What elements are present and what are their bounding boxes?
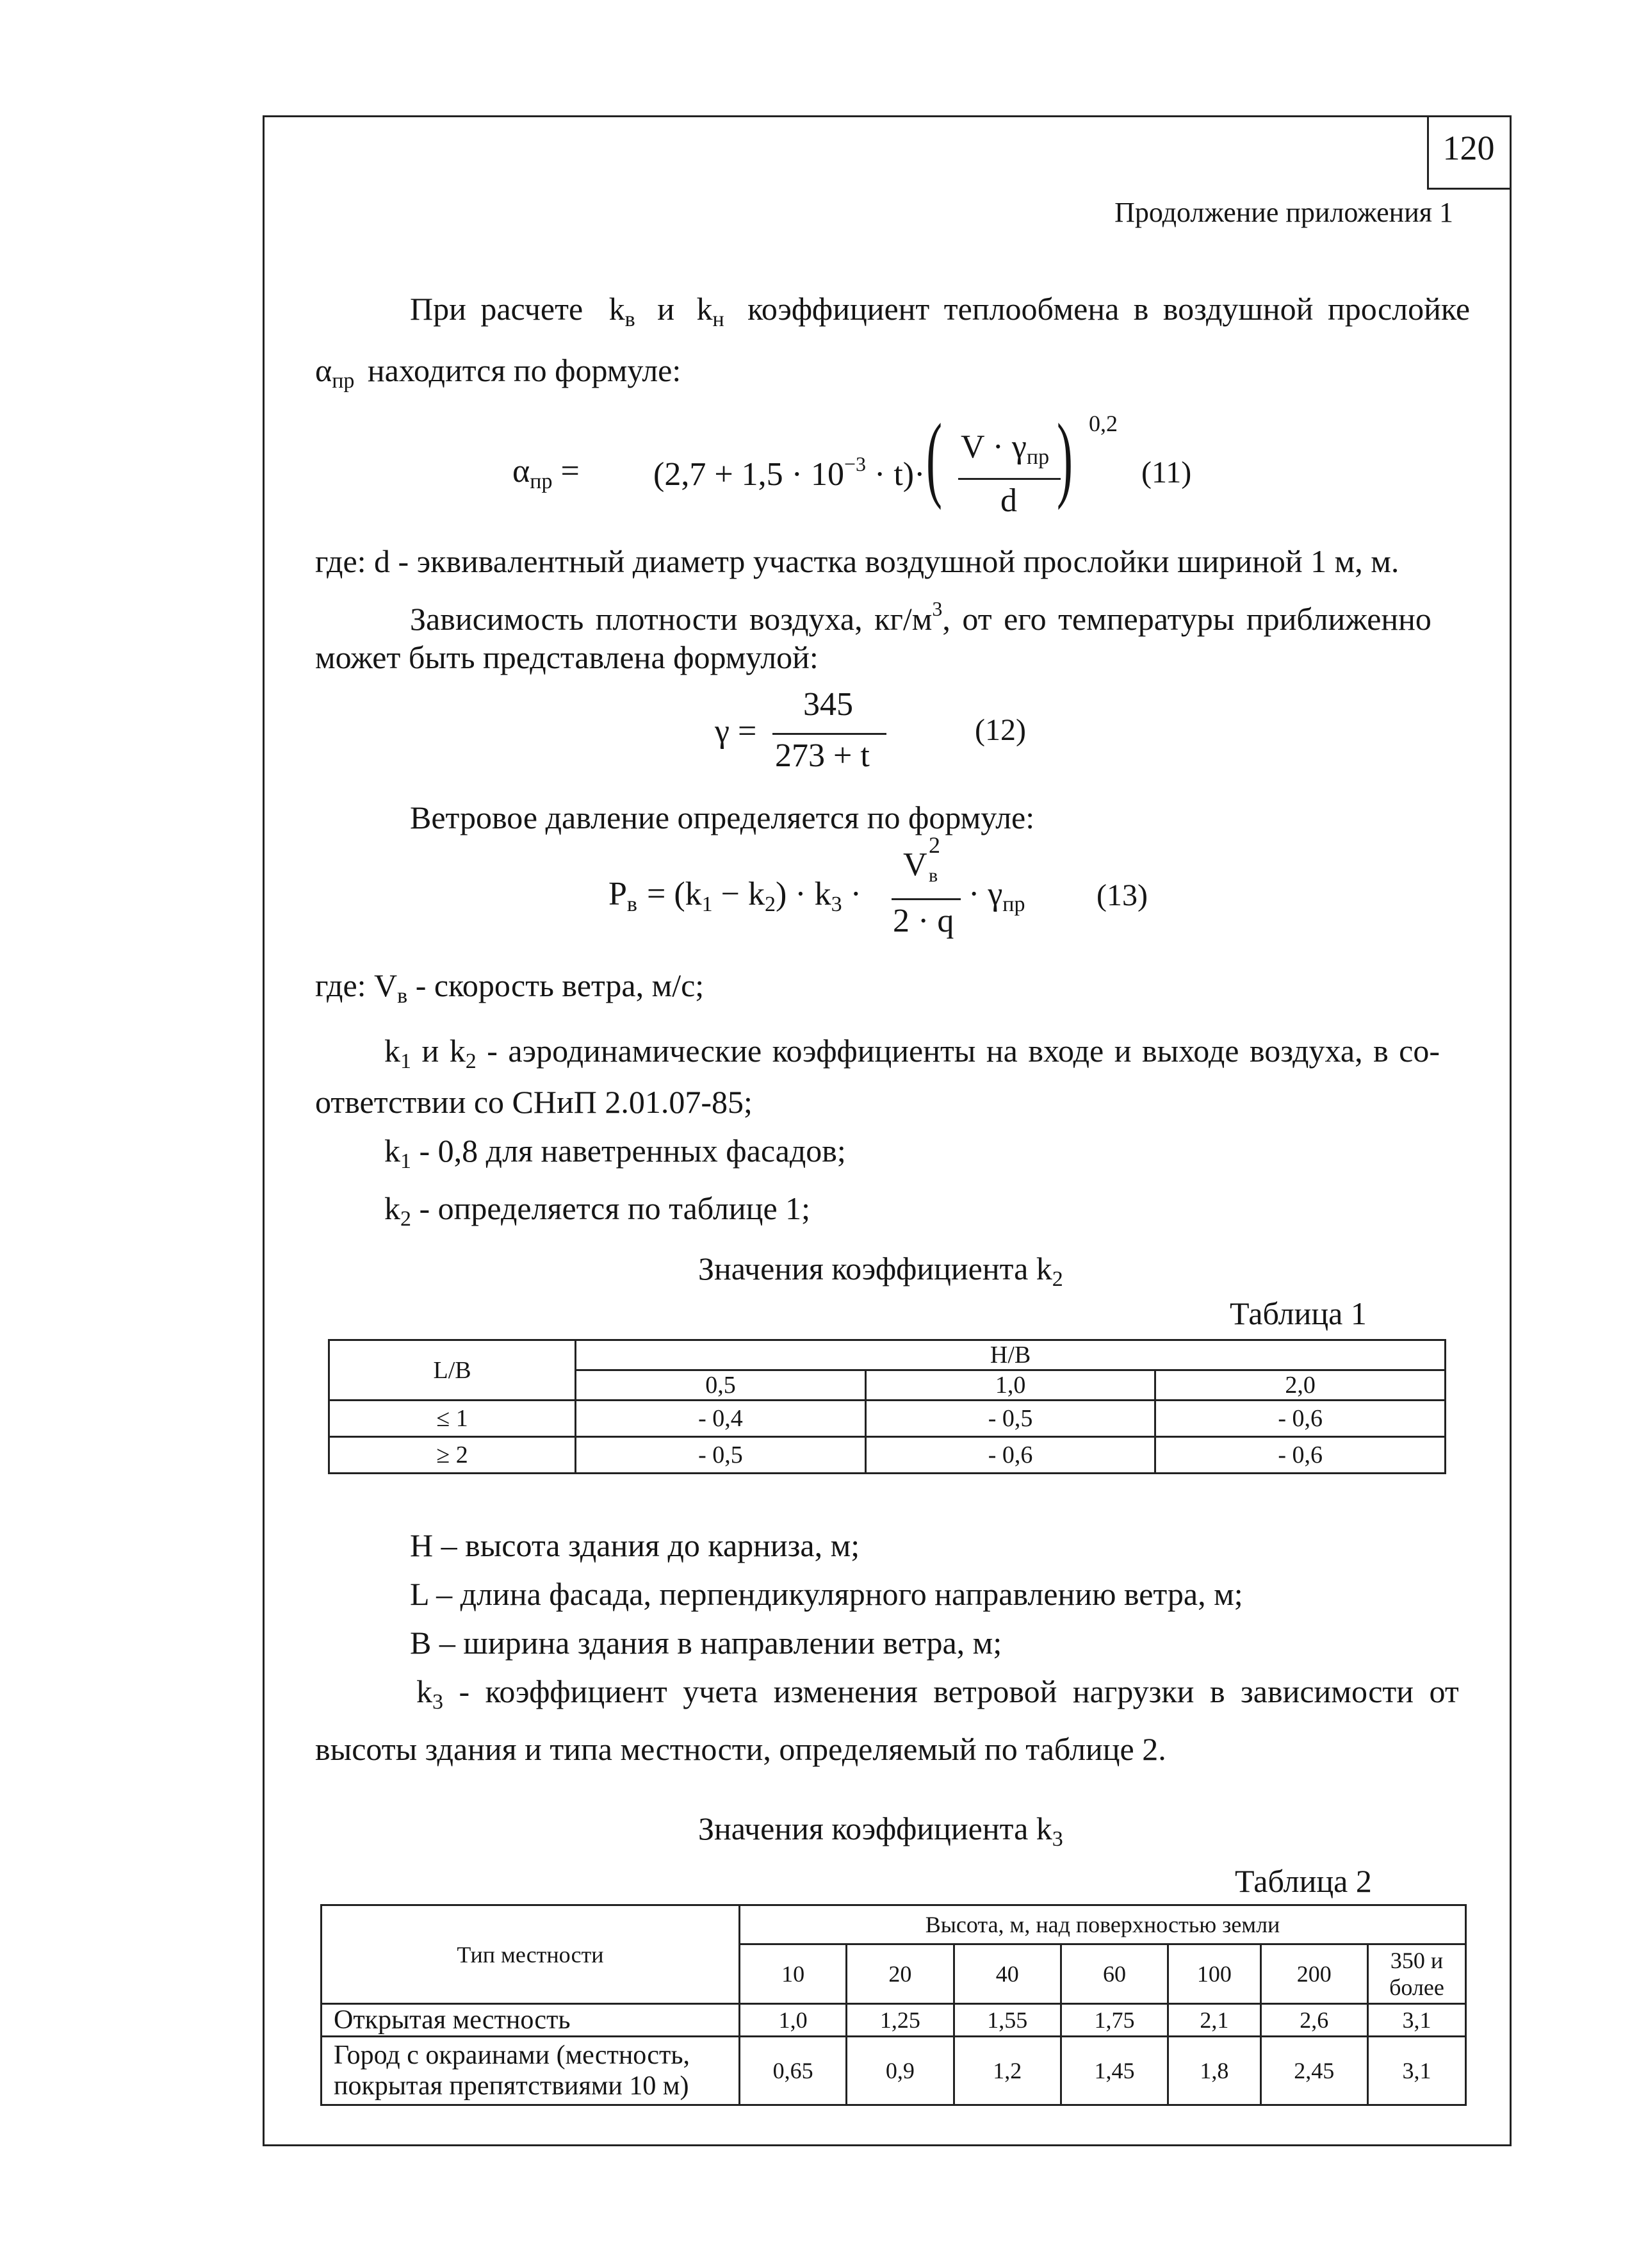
formula-12-denominator: 273 + t	[775, 737, 870, 774]
formula-13-lhs: $P_в$	[608, 876, 637, 916]
table2-header-height: Высота, м, над поверхностью земли	[740, 1905, 1466, 1944]
density-line1: Зависимость плотности воздуха, $кг/м^3$, от его температуры приближенно	[410, 597, 1431, 637]
table1-col-1: 1,0	[865, 1370, 1155, 1401]
table-row	[322, 2004, 1466, 2037]
where-d: где: d - эквивалентный диаметр участка воздушной прослойки шириной 1 м, м.	[315, 543, 1399, 579]
table2-row0-v2: 1,55	[954, 2004, 1061, 2037]
formula-13-fraction-bar	[892, 898, 961, 900]
table2-row0-v6: 3,1	[1368, 2004, 1466, 2037]
formula-11-power: 0,2	[1089, 411, 1118, 436]
k12-line1: $k_1$ и $k_2$ - аэродинамические коэффициенты на входе и выходе воздуха, в со-	[384, 1033, 1440, 1073]
para1-text-c: находится по формуле:	[367, 352, 681, 388]
table-row	[329, 1437, 1446, 1474]
para1-line1	[410, 290, 1470, 339]
table2-h-3: 60	[1061, 1944, 1168, 2004]
para1-line2	[315, 351, 681, 400]
table1-row0-lb: ≤ 1	[329, 1401, 576, 1437]
formula-12-fraction-bar	[772, 733, 886, 735]
table-row	[329, 1401, 1446, 1437]
table2-header-type: Тип местности	[322, 1905, 740, 2004]
table1-row1-v1: - 0,6	[865, 1437, 1155, 1474]
where-v: где: $V_в$ - скорость ветра, м/с;	[315, 967, 705, 1008]
k3-line1: $k_3$ - коэффициент учета изменения ветровой нагрузки в зависимости от	[416, 1673, 1459, 1714]
table2-row1-v4: 1,8	[1168, 2037, 1260, 2105]
table1-row1-lb: ≥ 2	[329, 1437, 576, 1474]
formula-11-fraction-bar	[958, 478, 1061, 480]
table2-title: Значения коэффициента $k_3$	[698, 1811, 1063, 1851]
def-b: В – ширина здания в направлении ветра, м;	[410, 1625, 1002, 1661]
table2	[320, 1904, 1467, 2106]
formula-11-lhs: $\alpha_{пр}$ =	[512, 453, 580, 493]
kv-symbol: $k_в$	[608, 291, 635, 331]
def-h: Н – высота здания до карниза, м;	[410, 1527, 860, 1563]
formula-13-number: (13)	[1097, 878, 1148, 912]
table1-row1-v2: - 0,6	[1155, 1437, 1446, 1474]
table2-row1-v5: 2,45	[1260, 2037, 1367, 2105]
para1-and: и	[657, 291, 674, 327]
header-note: Продолжение приложения 1	[1114, 197, 1453, 228]
table2-row0-type: Открытая местность	[322, 2004, 740, 2037]
table1-label: Таблица 1	[1230, 1295, 1367, 1331]
table2-h-4: 100	[1168, 1944, 1260, 2004]
formula-13-denominator: 2 · q	[893, 903, 954, 939]
formula-11-number: (11)	[1141, 456, 1192, 489]
k12-line2: ответствии со СНиП 2.01.07-85;	[315, 1084, 753, 1120]
table2-h-2: 40	[954, 1944, 1061, 2004]
table2-row1-v0: 0,65	[740, 2037, 847, 2105]
k1-line: $k_1 - 0,8$ для наветренных фасадов;	[384, 1133, 846, 1173]
formula-11-denominator: d	[1000, 482, 1017, 519]
table2-label: Таблица 2	[1235, 1863, 1372, 1899]
table2-row1-v3: 1,45	[1061, 2037, 1168, 2105]
alpha-symbol: $\alpha_{пр}$	[315, 352, 355, 393]
k3-line2: высоты здания и типа местности, определяемый по таблице 2.	[315, 1731, 1166, 1767]
table2-row1-v1: 0,9	[847, 2037, 954, 2105]
table-row	[322, 2037, 1466, 2105]
wind-intro: Ветровое давление определяется по формуле:	[410, 800, 1035, 835]
table1-title: Значения коэффициента $k_2$	[698, 1251, 1063, 1291]
table1-row0-v2: - 0,6	[1155, 1401, 1446, 1437]
table2-h-1: 20	[847, 1944, 954, 2004]
formula-13-numerator: V 2 в	[903, 832, 940, 886]
table2-row1-v2: 1,2	[954, 2037, 1061, 2105]
table1-row1-v0: - 0,5	[576, 1437, 866, 1474]
table2-row0-v3: 1,75	[1061, 2004, 1168, 2037]
para1-text-a: При расчете	[410, 291, 583, 327]
table1	[328, 1339, 1446, 1474]
formula-11-numerator: $V \cdot \gamma_{пр}$	[961, 429, 1050, 469]
table2-row1-type: Город с окраинами (местность, покрытая препятствиями 10 м)	[322, 2037, 740, 2105]
density-line2: может быть представлена формулой:	[315, 639, 819, 675]
table1-header-lb: L/B	[329, 1340, 576, 1401]
k2-line: $k_2$ - определяется по таблице 1;	[384, 1190, 811, 1231]
formula-13-body: = $(k_1 - k_2) \cdot k_3$ ·	[647, 876, 861, 916]
table1-row0-v0: - 0,4	[576, 1401, 866, 1437]
table2-h-6: 350 и более	[1368, 1944, 1466, 2004]
formula-13-tail: · $\gamma_{пр}$	[968, 876, 1025, 916]
page-number: 120	[1442, 129, 1495, 167]
table1-col-2: 2,0	[1155, 1370, 1446, 1401]
kn-symbol: $k_н$	[696, 291, 724, 331]
formula-11-paren-left: (	[926, 404, 942, 511]
table2-row0-v4: 2,1	[1168, 2004, 1260, 2037]
para1-text-b: коэффициент теплообмена в воздушной прослойке	[747, 291, 1471, 327]
table2-row1-v6: 3,1	[1368, 2037, 1466, 2105]
formula-12-numerator: 345	[803, 686, 853, 723]
def-l: L – длина фасада, перпендикулярного направлению ветра, м;	[410, 1576, 1243, 1612]
table1-col-0: 0,5	[576, 1370, 866, 1401]
table2-row0-v5: 2,6	[1260, 2004, 1367, 2037]
formula-12-lhs: γ =	[715, 713, 757, 750]
table1-header-hb: H/B	[576, 1340, 1446, 1370]
table2-row0-v1: 1,25	[847, 2004, 954, 2037]
formula-11-paren-right: )	[1057, 404, 1073, 511]
formula-12-number: (12)	[975, 713, 1026, 747]
formula-11-body: $(2,7 + 1,5 \cdot 10^{-3} \cdot t)\cdot$	[653, 452, 926, 493]
table2-h-0: 10	[740, 1944, 847, 2004]
table2-row0-v0: 1,0	[740, 2004, 847, 2037]
table2-h-5: 200	[1260, 1944, 1367, 2004]
table1-row0-v1: - 0,5	[865, 1401, 1155, 1437]
